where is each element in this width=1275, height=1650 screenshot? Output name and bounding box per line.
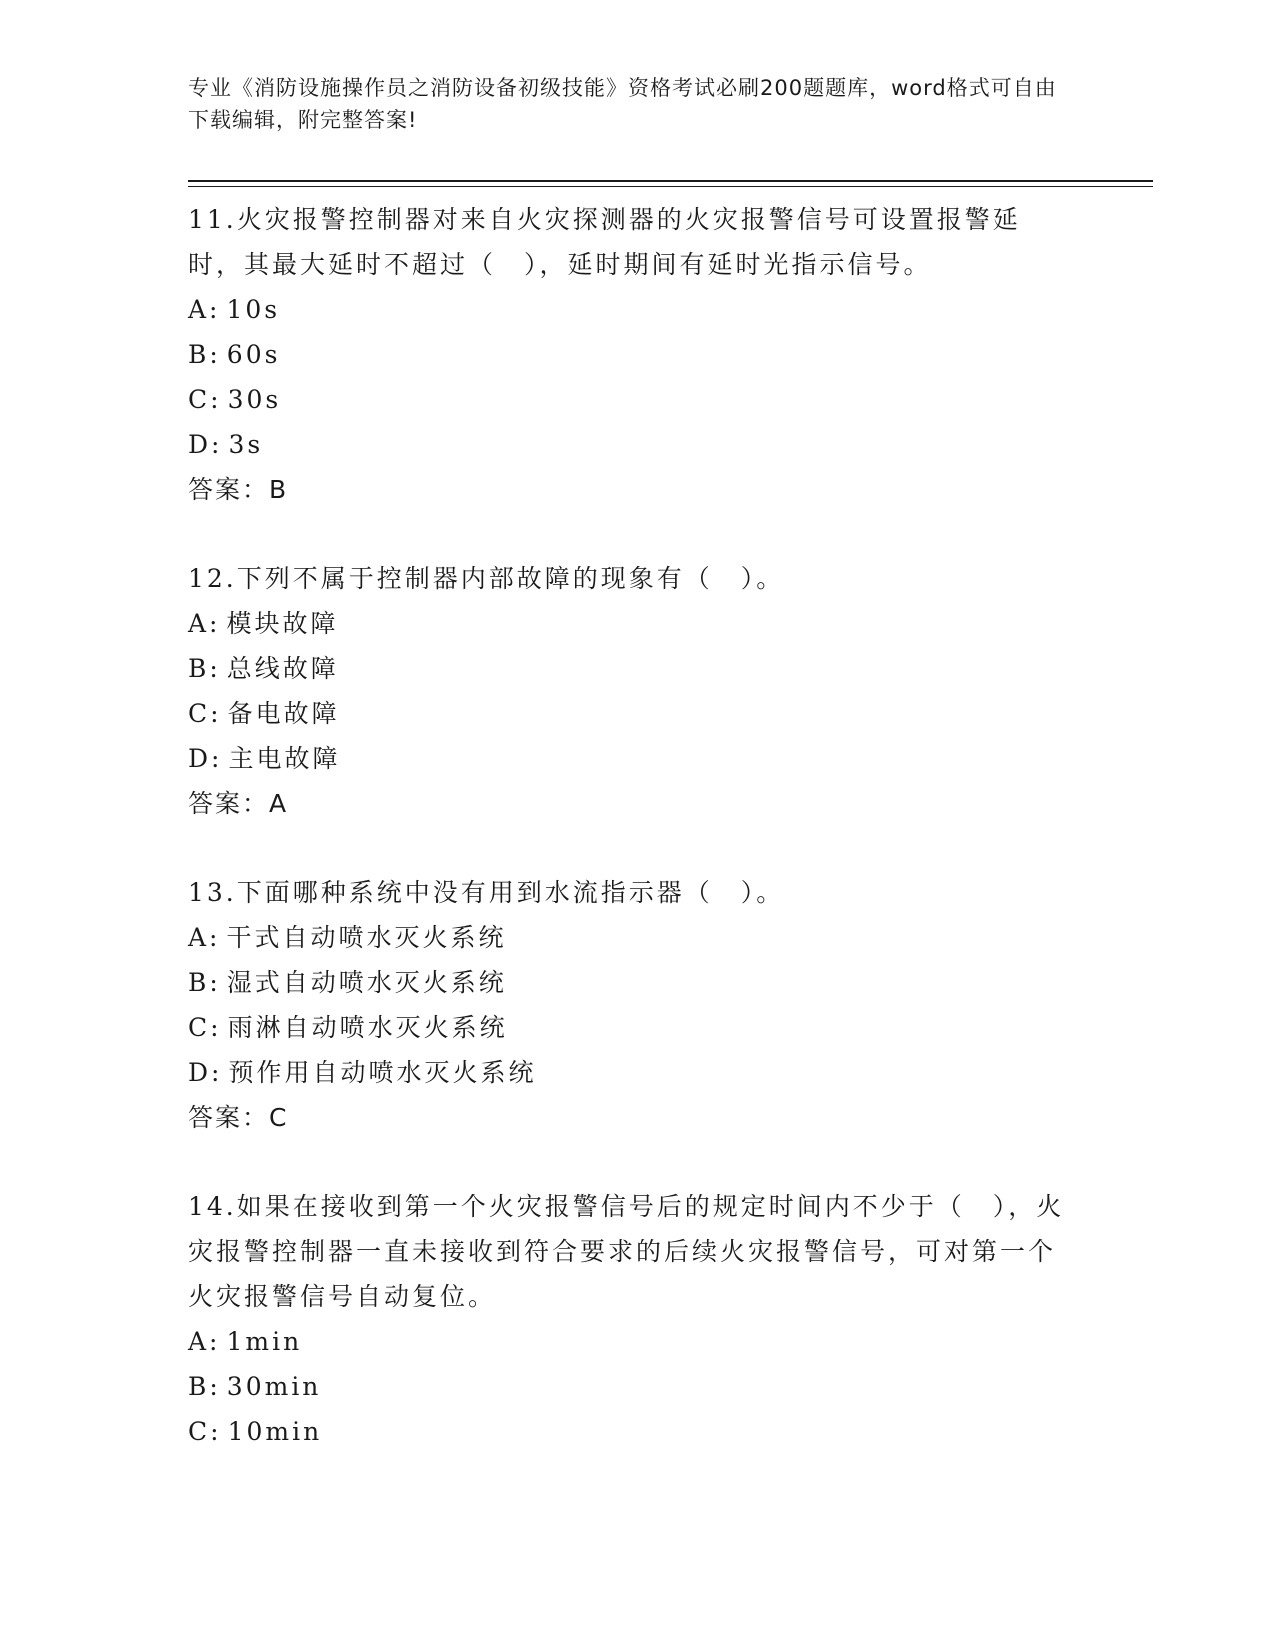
option-key: A:: [188, 923, 221, 952]
option-text: 雨淋自动喷水灭火系统: [227, 1013, 508, 1042]
option-key: B:: [188, 654, 221, 683]
option-key: A:: [188, 609, 221, 638]
option-key: D:: [188, 430, 223, 459]
answer-line: 答案：B: [188, 475, 289, 504]
document-header: 专业《消防设施操作员之消防设备初级技能》资格考试必刷200题题库，word格式可自由下载编辑，附完整答案!: [188, 76, 1057, 132]
option-d: [188, 736, 1153, 781]
option-text: 60s: [226, 340, 281, 369]
answer-line: 答案：A: [188, 789, 289, 818]
option-key: C:: [188, 699, 222, 728]
option-key: C:: [188, 1013, 222, 1042]
option-text: 主电故障: [228, 744, 341, 773]
option-text: 1min: [226, 1327, 303, 1356]
option-c: [188, 691, 1153, 736]
option-key: C:: [188, 1417, 222, 1446]
question-text: 14.如果在接收到第一个火灾报警信号后的规定时间内不少于（ ），火灾报警控制器一直未接收到符合要求的后续火灾报警信号，可对第一个火灾报警信号自动复位。: [188, 1192, 1065, 1311]
option-c: [188, 377, 1153, 422]
option-text: 模块故障: [226, 609, 339, 638]
option-key: B:: [188, 968, 221, 997]
divider-thick-line: [188, 180, 1153, 182]
option-text: 预作用自动喷水灭火系统: [228, 1058, 537, 1087]
option-c: [188, 1409, 1153, 1454]
option-a: [188, 915, 1153, 960]
option-key: B:: [188, 1372, 221, 1401]
option-text: 3s: [228, 430, 264, 459]
answer-line: 答案：C: [188, 1103, 289, 1132]
header-divider: [188, 180, 1153, 187]
question-text: 12.下列不属于控制器内部故障的现象有（ ）。: [188, 564, 785, 593]
option-text: 干式自动喷水灭火系统: [226, 923, 507, 952]
option-key: B:: [188, 340, 221, 369]
option-text: 备电故障: [227, 699, 340, 728]
option-b: [188, 646, 1153, 691]
option-key: D:: [188, 1058, 223, 1087]
option-c: [188, 1005, 1153, 1050]
option-b: [188, 960, 1153, 1005]
option-d: [188, 1050, 1153, 1095]
question-14: [188, 1184, 1153, 1454]
document-page: [188, 72, 1153, 1498]
question-11: [188, 197, 1153, 512]
option-text: 湿式自动喷水灭火系统: [226, 968, 507, 997]
option-text: 10s: [226, 295, 281, 324]
option-b: [188, 1364, 1153, 1409]
option-a: [188, 1319, 1153, 1364]
option-key: D:: [188, 744, 223, 773]
question-13: [188, 870, 1153, 1140]
option-a: [188, 287, 1153, 332]
option-b: [188, 332, 1153, 377]
option-text: 10min: [227, 1417, 323, 1446]
option-text: 30min: [226, 1372, 322, 1401]
option-text: 30s: [227, 385, 282, 414]
question-list: [188, 197, 1153, 1454]
question-12: [188, 556, 1153, 826]
option-a: [188, 601, 1153, 646]
option-d: [188, 422, 1153, 467]
question-text: 11.火灾报警控制器对来自火灾探测器的火灾报警信号可设置报警延时，其最大延时不超过（ ），延时期间有延时光指示信号。: [188, 205, 1021, 279]
option-text: 总线故障: [226, 654, 339, 683]
option-key: C:: [188, 385, 222, 414]
divider-thin-line: [188, 186, 1153, 187]
option-key: A:: [188, 295, 221, 324]
question-text: 13.下面哪种系统中没有用到水流指示器（ ）。: [188, 878, 785, 907]
option-key: A:: [188, 1327, 221, 1356]
